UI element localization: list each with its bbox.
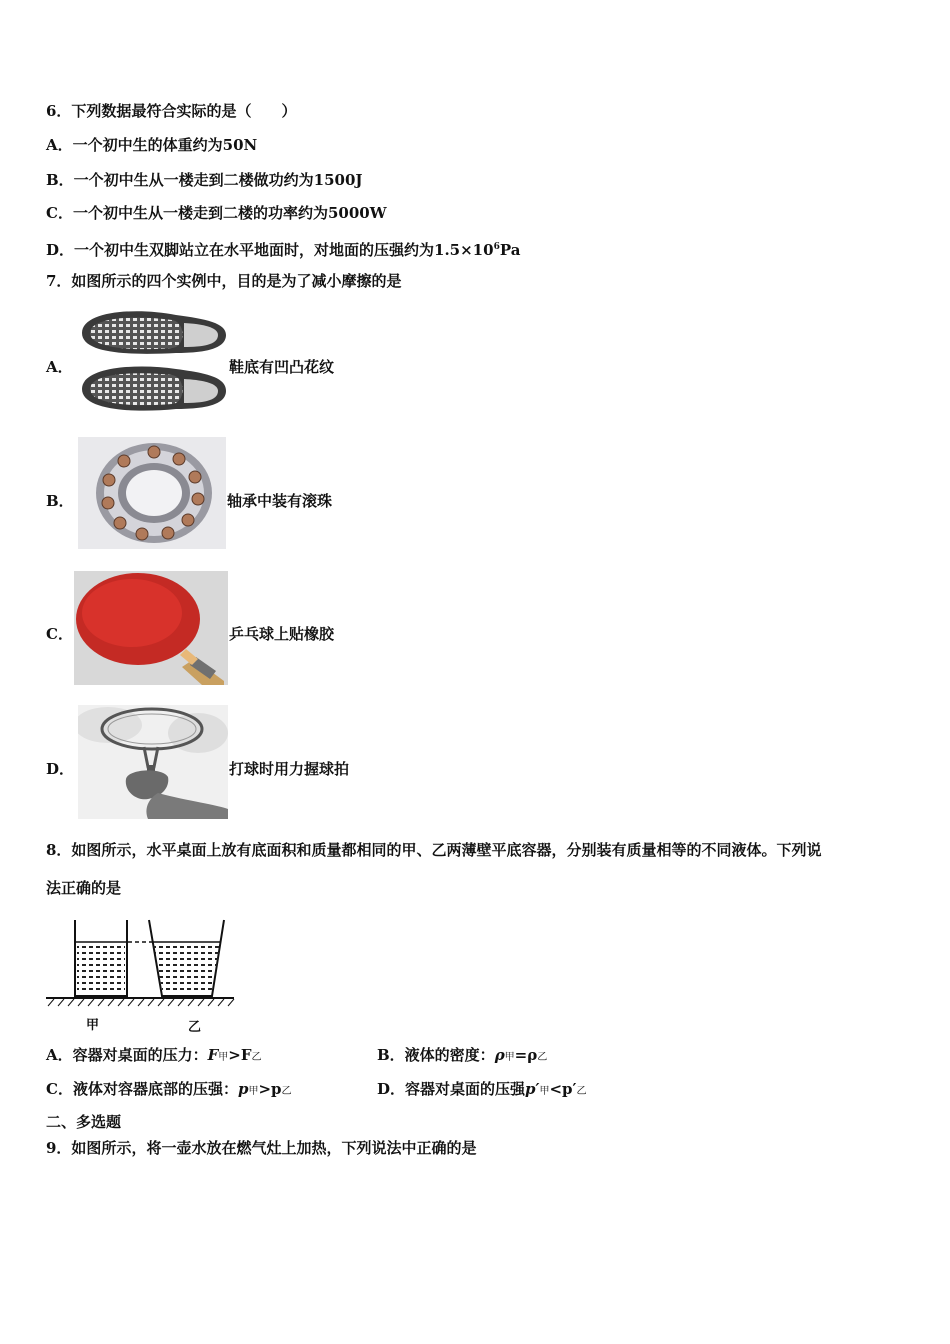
q8-option-b: B．液体的密度：ρ甲=ρ乙: [377, 1046, 548, 1064]
q7-option-a-label: A．: [46, 358, 73, 376]
container-jia-label: 甲: [86, 1018, 100, 1033]
q7-option-c-text: 乒乓球上贴橡胶: [229, 625, 335, 643]
q7-option-d-label: D．: [46, 760, 75, 778]
ping-pong-paddle-icon: [74, 571, 228, 685]
q8-stem-line1: 8．如图所示，水平桌面上放有底面积和质量都相同的甲、乙两薄壁平底容器，分别装有质量相等的不同液体。下列说: [46, 841, 822, 859]
q7-option-d-text: 打球时用力握球拍: [229, 760, 350, 778]
q7-option-c-label: C．: [46, 625, 73, 643]
q7-stem: 7．如图所示的四个实例中，目的是为了减小摩擦的是: [46, 272, 402, 290]
q8-stem-line2: 法正确的是: [46, 879, 122, 897]
q7-option-b-text: 轴承中装有滚珠: [227, 492, 333, 510]
q6-option-a: A．一个初中生的体重约为50N: [46, 136, 258, 154]
q6-option-b: B．一个初中生从一楼走到二楼做功约为1500J: [46, 171, 363, 189]
q8-option-a: A．容器对桌面的压力：F甲>F乙: [46, 1046, 262, 1064]
q6-option-c: C．一个初中生从一楼走到二楼的功率约为5000W: [46, 204, 387, 222]
q6-option-d: D．一个初中生双脚站立在水平地面时，对地面的压强约为$1.5\times 10^6Pa$: [46, 241, 521, 259]
container-yi-label: 乙: [188, 1020, 202, 1035]
racket-grip-icon: [78, 705, 228, 819]
shoe-sole-icon: [76, 305, 228, 417]
bearing-icon: [78, 437, 226, 549]
q8-option-d: D．容器对桌面的压强p′甲<p′乙: [377, 1080, 587, 1098]
containers-diagram: [46, 914, 238, 1008]
section-heading: 二、多选题: [46, 1113, 122, 1131]
q7-option-b-label: B．: [46, 492, 74, 510]
q8-option-c: C．液体对容器底部的压强：p甲>p乙: [46, 1080, 292, 1098]
q7-option-a-text: 鞋底有凹凸花纹: [229, 358, 335, 376]
q6-stem: 6．下列数据最符合实际的是（ ）: [46, 102, 297, 120]
q9-stem: 9．如图所示，将一壶水放在燃气灶上加热，下列说法中正确的是: [46, 1139, 477, 1157]
